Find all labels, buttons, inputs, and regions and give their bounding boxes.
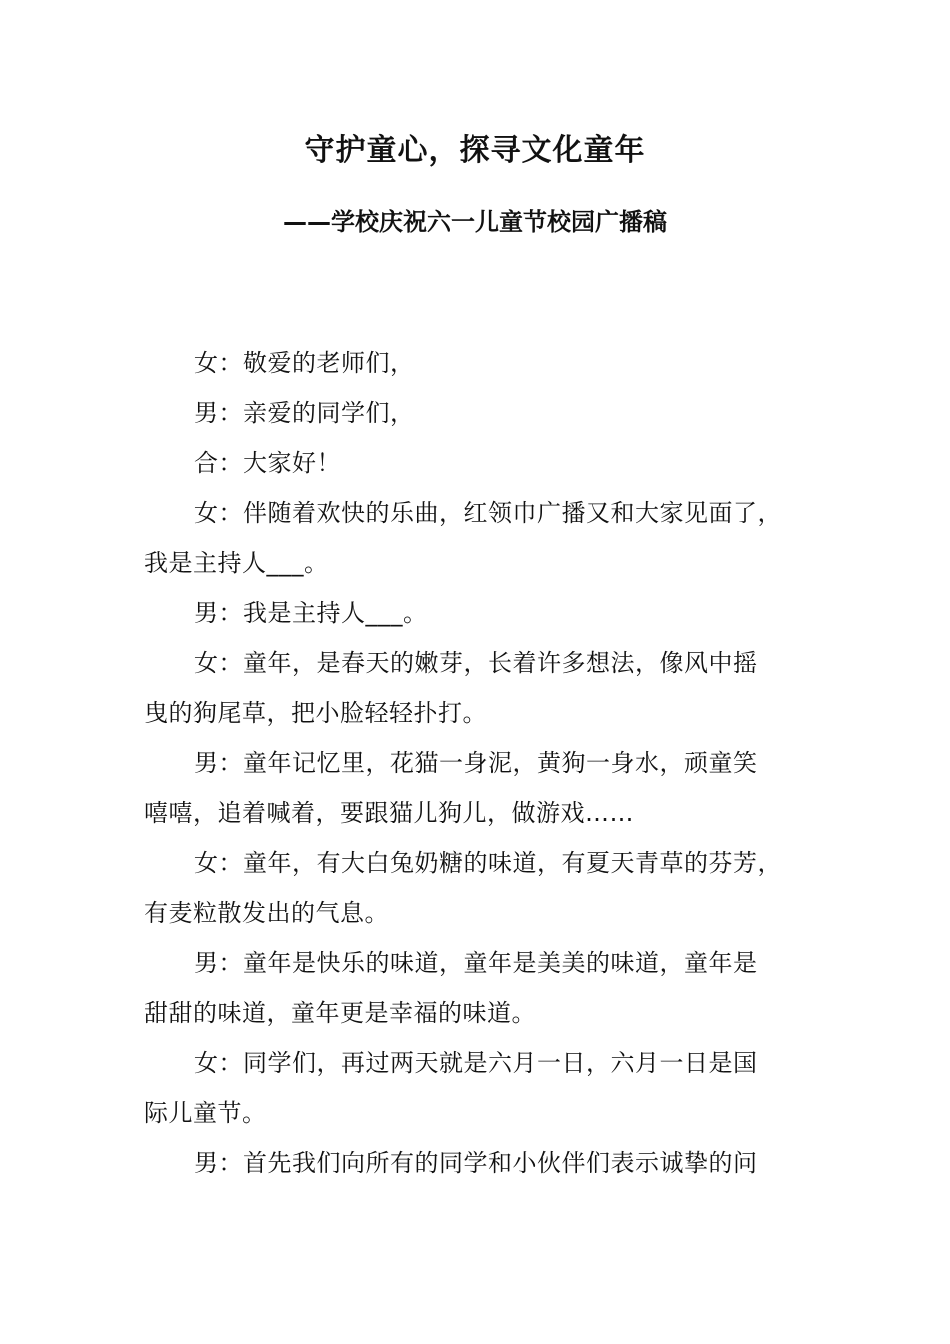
paragraph-line: 我是主持人___。	[144, 549, 329, 577]
paragraph-line: 女：童年，是春天的嫩芽，长着许多想法，像风中摇	[194, 649, 758, 677]
paragraph-line: 男：首先我们向所有的同学和小伙伴们表示诚挚的问	[194, 1149, 758, 1177]
paragraph-line: 曳的狗尾草，把小脸轻轻扑打。	[144, 699, 487, 727]
paragraph-line: 际儿童节。	[144, 1099, 267, 1127]
paragraph-line: 合：大家好！	[194, 449, 341, 477]
paragraph-line: 嘻嘻，追着喊着，要跟猫儿狗儿，做游戏……	[144, 799, 634, 827]
paragraph-line: 男：童年记忆里，花猫一身泥，黄狗一身水，顽童笑	[194, 749, 758, 777]
document-title: 守护童心，探寻文化童年	[304, 133, 646, 168]
paragraph-line: 有麦粒散发出的气息。	[144, 899, 389, 927]
paragraph-line: 女：同学们，再过两天就是六月一日，六月一日是国	[194, 1049, 758, 1077]
paragraph-line: 男：亲爱的同学们，	[194, 399, 415, 427]
document-body	[144, 338, 834, 1188]
paragraph-line: 甜甜的味道，童年更是幸福的味道。	[144, 999, 536, 1027]
paragraph-line: 女：敬爱的老师们，	[194, 349, 415, 377]
document-subtitle: ——学校庆祝六一儿童节校园广播稿	[283, 208, 667, 236]
paragraph-line: 男：我是主持人___。	[194, 599, 428, 627]
paragraph-line: 女：童年，有大白兔奶糖的味道，有夏天青草的芬芳，	[194, 849, 782, 877]
paragraph-line: 男：童年是快乐的味道，童年是美美的味道，童年是	[194, 949, 758, 977]
paragraph-line: 女：伴随着欢快的乐曲，红领巾广播又和大家见面了，	[194, 499, 782, 527]
